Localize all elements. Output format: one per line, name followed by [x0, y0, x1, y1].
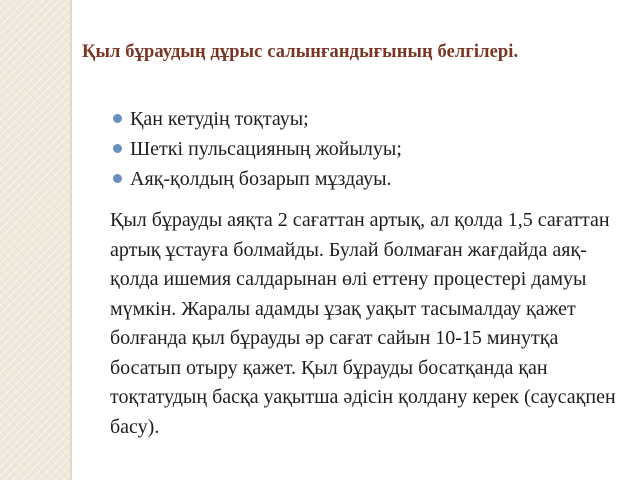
bullet-dot-icon: [113, 144, 122, 153]
decorative-side-band: [0, 0, 70, 480]
bullet-dot-icon: [113, 174, 122, 183]
bullet-text: Қан кетудің тоқтауы;: [130, 108, 309, 130]
bullet-item: [110, 134, 610, 164]
bullet-list: [110, 104, 610, 194]
bullet-item: [110, 104, 610, 134]
side-band-divider: [70, 0, 72, 480]
bullet-item: [110, 164, 610, 194]
bullet-text: Шеткі пульсацияның жойылуы;: [130, 138, 402, 160]
slide-title: Қыл бұраудың дұрыс салынғандығының белгілері.: [82, 42, 519, 62]
bullet-dot-icon: [113, 114, 122, 123]
bullet-text: Аяқ-қолдың бозарып мұздауы.: [130, 168, 392, 190]
body-paragraph: Қыл бұрауды аяқта 2 сағаттан артық, ал қолда 1,5 сағаттан артық ұстауға болмайды. Булай болмаған жағдайда аяқ-қолда ишемия салдарынан өлі еттену процестері дамуы мүмкін. Жаралы адамды ұзақ уақыт тасымалдау қажет болғанда қыл бұрауды әр сағат сайын 10-15 минутқа босатып отыру қажет. Қыл бұрауды босатқанда қан тоқтатудың басқа уақытша әдісін қолдану керек (саусақпен басу).: [110, 209, 616, 438]
